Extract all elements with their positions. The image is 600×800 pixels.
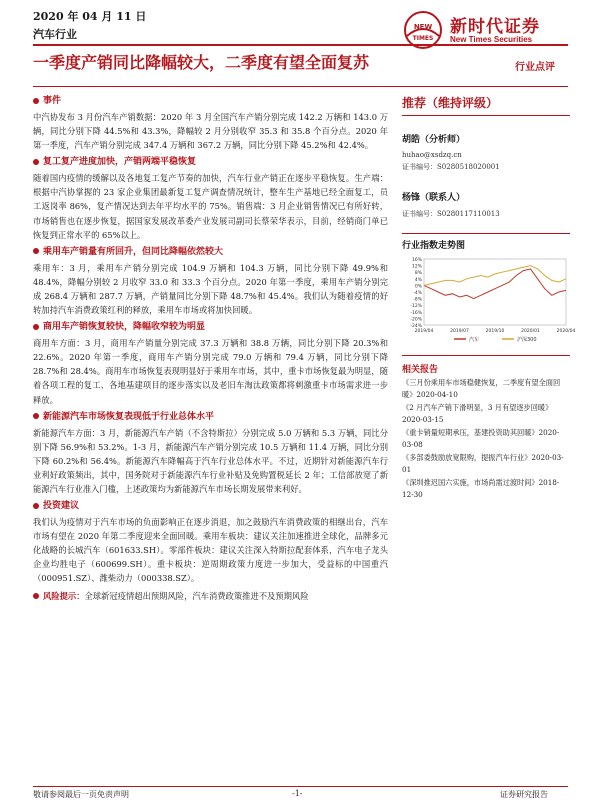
analyst-block <box>402 132 570 172</box>
section-nev <box>33 410 388 496</box>
legend-label: 汽车 <box>469 337 480 343</box>
section-investment <box>33 499 388 585</box>
svg-text:NEW: NEW <box>413 23 433 31</box>
section-heading: 复工复产进度加快，产销两端平稳恢复 <box>43 157 197 168</box>
bullet-icon <box>33 248 39 254</box>
y-tick-label: -12% <box>410 304 422 310</box>
report-date: 2020 年 04 月 11 日 <box>33 10 147 23</box>
related-report-link[interactable]: 《2 月汽车产销下滑明显，3 月有望逐步回暖》2020-03-15 <box>402 403 553 424</box>
section-heading: 商用车产销恢复较快，降幅收窄较为明显 <box>43 322 206 333</box>
risk-heading: 风险提示： <box>43 590 85 601</box>
section-paragraph: 新能源汽车方面：3 月，新能源汽车产销（不含特斯拉）分别完成 5.0 万辆和 5.3 万辆，同比分别下降 56.9%和 53.2%。1-3 月，新能源汽车产销分别完成 10.5 万辆和 11.4 万辆，同比分别下降 60.2%和 56.4%。新能源汽车降幅高于汽车行业总体水平。不过，近期针对新能源汽车行业利好政策频出，其中，国务院对于新能源汽车行业补贴及免购置税延长 2 年；工信部放宽了新能源汽车行业准入门槛，上述政策均为新能源汽车市场长期发展带来利好。 <box>33 427 388 494</box>
industry-label: 汽车行业 <box>33 28 77 41</box>
section-event <box>33 94 388 152</box>
related-report-link[interactable]: 《深圳推迟国六实施，市场尚需过渡时间》2018-12-30 <box>402 478 560 499</box>
related-report-link[interactable]: 《重卡销量短期承压，基建投资助其回暖》2020-03-08 <box>402 428 560 449</box>
performance-section <box>402 233 576 349</box>
analyst-email[interactable]: huhao@xsdzq.cn <box>402 151 462 159</box>
x-tick-label: 2019/04 <box>414 329 434 334</box>
bullet-icon <box>33 98 39 104</box>
risk-text: 全球新冠疫情超出预期风险，汽车消费政策推进不及预期风险 <box>84 590 309 601</box>
rating-recommendation: 推荐（维持评级） <box>402 94 570 116</box>
main-content <box>33 94 388 606</box>
page-number: -1- <box>292 789 303 798</box>
section-heading: 事件 <box>43 96 62 106</box>
y-tick-label: -4% <box>413 291 422 296</box>
related-reports-title: 相关报告 <box>402 365 439 375</box>
related-report-link[interactable]: 《多部委鼓励放宽限购，提振汽车行业》2020-03-01 <box>402 453 564 474</box>
section-passenger <box>33 245 388 317</box>
section-commercial <box>33 320 388 406</box>
contact-block <box>402 190 570 219</box>
y-tick-label: 8% <box>414 271 422 277</box>
y-tick-label: 0% <box>414 284 422 290</box>
x-tick-label: 2019/10 <box>485 329 505 334</box>
analyst-name: 胡皓（分析师） <box>402 135 466 145</box>
legend-label: 沪深300 <box>517 337 537 343</box>
x-tick-label: 2020/01 <box>521 329 540 334</box>
section-paragraph: 随着国内疫情的缓解以及各地复工复产节奏的加快，汽车行业产销正在逐步平稳恢复。生产端：根据中汽协掌握的 23 家企业集团最新复工复产调查情况统计，整车生产基地已经全面复工，员工返岗率 86%，复产情况达到去年平均水平的 75%。销售端：3 月企业销售情况已有所好转，市场销售也在逐步恢复，据国家发展改革委产业发展司副司长蔡荣华表示，目前，经销商门单已恢复到正常水平的 65%以上。 <box>33 173 388 240</box>
contact-name: 杨锋（联系人） <box>402 193 466 203</box>
y-tick-label: -8% <box>413 297 422 303</box>
footer-disclaimer: 敬请参阅最后一页免责声明 <box>33 790 129 799</box>
plot-frame <box>424 259 566 325</box>
y-tick-label: 16% <box>411 258 422 263</box>
title-divider <box>33 86 568 87</box>
analyst-cert: 证书编号：S0280518020001 <box>402 163 500 171</box>
y-tick-label: -20% <box>410 317 422 323</box>
y-tick-label: 12% <box>411 264 422 270</box>
bullet-icon <box>33 159 39 165</box>
x-tick-label: 2020/04 <box>556 329 576 334</box>
section-heading: 乘用车产销量有所回升，但同比降幅依然较大 <box>43 246 224 257</box>
section-heading: 投资建议 <box>43 501 80 512</box>
logo-english-name: New Times Securities <box>450 35 533 44</box>
bullet-icon <box>33 593 39 599</box>
y-tick-label: -24% <box>410 324 422 329</box>
report-title: 一季度产销同比降幅较大，二季度有望全面复苏 <box>33 53 370 72</box>
section-heading: 新能源汽车市场恢复表现低于行业总体水平 <box>43 411 215 422</box>
performance-chart-title: 行业指数走势图 <box>402 241 466 251</box>
report-type-badge: 行业点评 <box>515 62 555 73</box>
section-paragraph: 我们认为疫情对于汽车市场的负面影响正在逐步消退，加之鼓励汽车消费政策的相继出台，汽车市场有望在 2020 年第二季度迎来全面回暖。乘用车板块：建议关注加速推进全球化，品牌多元化战略的长城汽车（601633.SH）。零部件板块：建议关注深入特斯拉配套体系，汽车电子龙头企业均胜电子（600699.SH）。重卡板块：逆周期政策力度进一步加大，受益标的中国重汽（000951.SZ）、潍柴动力（000338.SZ）。 <box>33 517 388 584</box>
series-line-1 <box>424 269 566 299</box>
related-reports <box>402 355 570 500</box>
sidebar <box>402 94 576 500</box>
bullet-icon <box>33 324 39 330</box>
y-tick-label: 4% <box>414 277 422 283</box>
related-report-link[interactable]: 《三月份乘用车市场稳健恢复，二季度有望全面回暖》2020-04-10 <box>402 378 561 399</box>
section-risk <box>33 589 388 603</box>
bullet-icon <box>33 503 39 509</box>
section-paragraph: 乘用车：3 月，乘用车产销分别完成 104.9 万辆和 104.3 万辆，同比分别下降 49.9%和 48.4%，降幅分别较 2 月收窄 33.0 和 33.3 个百分点。2020 年第一季度，乘用车产销分别完成 268.4 万辆和 287.7 万辆，产销量同比分别下降 48.7%和 45.4%。我们认为随着疫情的好转加持汽车消费政策红利的释放，乘用车市场或将加快回暖。 <box>33 262 388 316</box>
logo-chinese-name: 新时代证券 <box>450 17 540 37</box>
y-tick-label: -16% <box>410 310 422 316</box>
footer-report-type: 证券研究报告 <box>500 790 548 799</box>
x-tick-label: 2019/07 <box>450 329 469 334</box>
contact-cert: 证书编号：S0280117110013 <box>402 210 500 218</box>
header-divider <box>33 44 568 46</box>
bullet-icon <box>33 413 39 419</box>
section-paragraph: 商用车方面：3 月，商用车产销量分别完成 37.3 万辆和 38.8 万辆，同比分别下降 20.3%和 22.6%。2020 年第一季度，商用车产销分别完成 79.0 万辆和 79.4 万辆，同比分别下降 28.7%和 28.4%。商用车市场恢复表现明显好于乘用车市场，其中，重卡市场恢复最为明显，随着各项工程的复工、各地基建项目的逐步落实以及老旧车淘汰政策都将刺激重卡市场需求进一步释放。 <box>33 338 388 405</box>
svg-text:TIMES: TIMES <box>412 35 434 42</box>
section-recovery <box>33 155 388 241</box>
series-line-2 <box>424 266 566 286</box>
performance-chart <box>402 255 576 345</box>
footer-divider <box>33 786 568 787</box>
section-paragraph: 中汽协发布 3 月份汽车产销数据：2020 年 3 月全国汽车产销分别完成 142.2 万辆和 143.0 万辆，同比分别下降 44.5%和 43.3%，降幅较 2 月分别收窄 35.3 和 35.8 个百分点。2020 年第一季度，汽车产销分别完成 347.4 万辆和 367.2 万辆，同比分别下降 45.2%和 42.4%。 <box>33 112 388 151</box>
